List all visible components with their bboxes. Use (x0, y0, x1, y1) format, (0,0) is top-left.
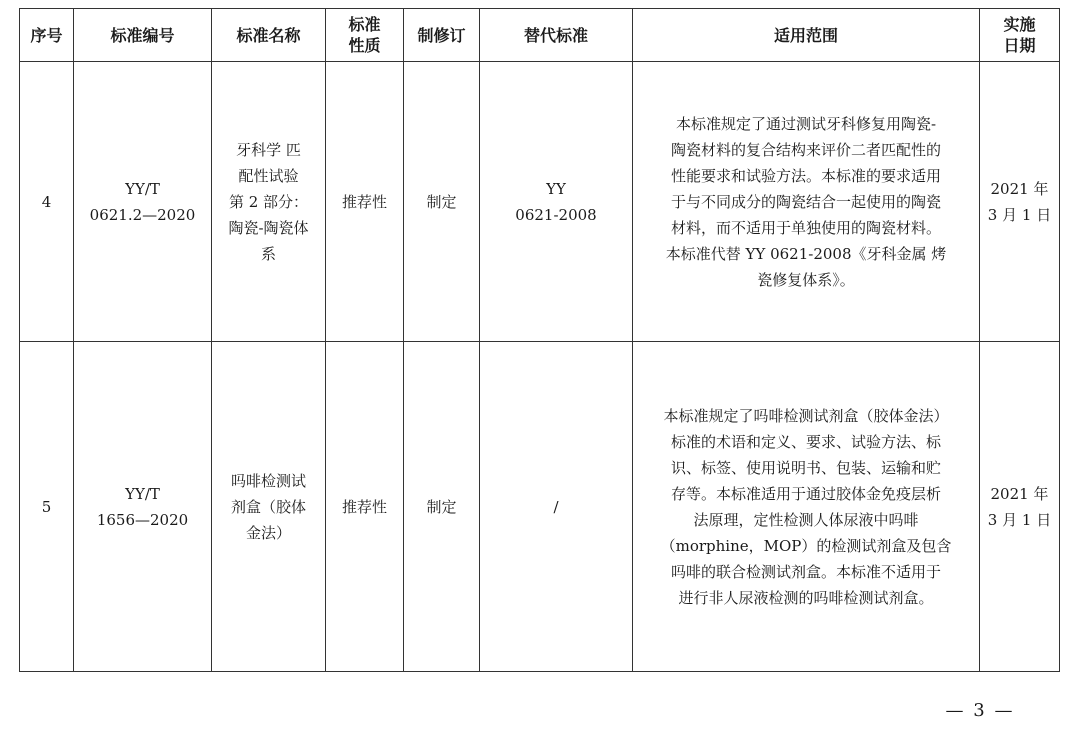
name-line: 吗啡检测试 (230, 471, 306, 490)
cell-date (980, 342, 1060, 672)
scope-line: 瓷修复体系》。 (757, 270, 855, 289)
cell-replaced (480, 342, 633, 672)
cell-revision: 制定 (404, 62, 480, 342)
code-line: YY/T (125, 179, 160, 198)
date-line: 3 月 1 日 (987, 510, 1052, 529)
header-row (20, 9, 1060, 62)
replaced-line: 0621-2008 (515, 205, 597, 224)
header-name: 标准名称 (212, 9, 326, 62)
code-line: YY/T (125, 484, 160, 503)
cell-code (74, 62, 212, 342)
cell-seq: 4 (20, 62, 74, 342)
header-date-line: 日期 (1003, 36, 1036, 55)
date-line: 2021 年 (990, 484, 1049, 503)
scope-line: 于与不同成分的陶瓷结合一起使用的陶瓷 (670, 192, 941, 211)
cell-nature: 推荐性 (326, 342, 404, 672)
scope-line: 识、标签、使用说明书、包装、运输和贮 (670, 458, 941, 477)
name-line: 陶瓷-陶瓷体 (228, 218, 309, 237)
scope-line: 进行非人尿液检测的吗啡检测试剂盒。 (678, 588, 934, 607)
name-line: 牙科学 匹 (236, 140, 301, 159)
header-nature-line: 标准 (348, 15, 381, 34)
name-line: 第 2 部分： (228, 192, 309, 211)
header-scope: 适用范围 (633, 9, 980, 62)
replaced-line: YY (546, 179, 566, 198)
cell-replaced (480, 62, 633, 342)
scope-line: 标准的术语和定义、要求、试验方法、标 (670, 432, 941, 451)
cell-nature: 推荐性 (326, 62, 404, 342)
cell-date (980, 62, 1060, 342)
page-number: — 3 — (945, 700, 1015, 721)
header-nature-line: 性质 (348, 36, 381, 55)
scope-line: 性能要求和试验方法。本标准的要求适用 (670, 166, 941, 185)
cell-scope (633, 62, 980, 342)
scope-line: 材料，而不适用于单独使用的陶瓷材料。 (670, 218, 941, 237)
header-seq: 序号 (20, 9, 74, 62)
date-line: 3 月 1 日 (987, 205, 1052, 224)
code-line: 0621.2—2020 (89, 205, 196, 224)
header-date-line: 实施 (1003, 15, 1036, 34)
standards-table (19, 8, 1060, 672)
cell-name (212, 62, 326, 342)
cell-scope (633, 342, 980, 672)
scope-line: 本标准代替 YY 0621-2008《牙科金属 烤 (665, 244, 947, 263)
date-line: 2021 年 (990, 179, 1049, 198)
cell-code (74, 342, 212, 672)
name-line: 配性试验 (238, 166, 299, 185)
cell-revision: 制定 (404, 342, 480, 672)
name-line: 金法） (245, 523, 291, 542)
header-nature (326, 9, 404, 62)
scope-line: 吗啡的联合检测试剂盒。本标准不适用于 (670, 562, 941, 581)
scope-line: （morphine，MOP）的检测试剂盒及包含 (660, 536, 952, 555)
scope-line: 存等。本标准适用于通过胶体金免疫层析 (670, 484, 941, 503)
replaced-line: / (553, 497, 559, 516)
scope-line: 法原理，定性检测人体尿液中吗啡 (693, 510, 919, 529)
header-date (980, 9, 1060, 62)
name-line: 剂盒（胶体 (230, 497, 306, 516)
table-row (20, 342, 1060, 672)
scope-line: 本标准规定了通过测试牙科修复用陶瓷- (675, 114, 937, 133)
header-revision: 制修订 (404, 9, 480, 62)
header-replaced: 替代标准 (480, 9, 633, 62)
cell-name (212, 342, 326, 672)
header-code: 标准编号 (74, 9, 212, 62)
scope-line: 陶瓷材料的复合结构来评价二者匹配性的 (670, 140, 941, 159)
scope-line: 本标准规定了吗啡检测试剂盒（胶体金法） (663, 406, 949, 425)
table-row (20, 62, 1060, 342)
code-line: 1656—2020 (96, 510, 189, 529)
name-line: 系 (260, 244, 276, 263)
cell-seq: 5 (20, 342, 74, 672)
